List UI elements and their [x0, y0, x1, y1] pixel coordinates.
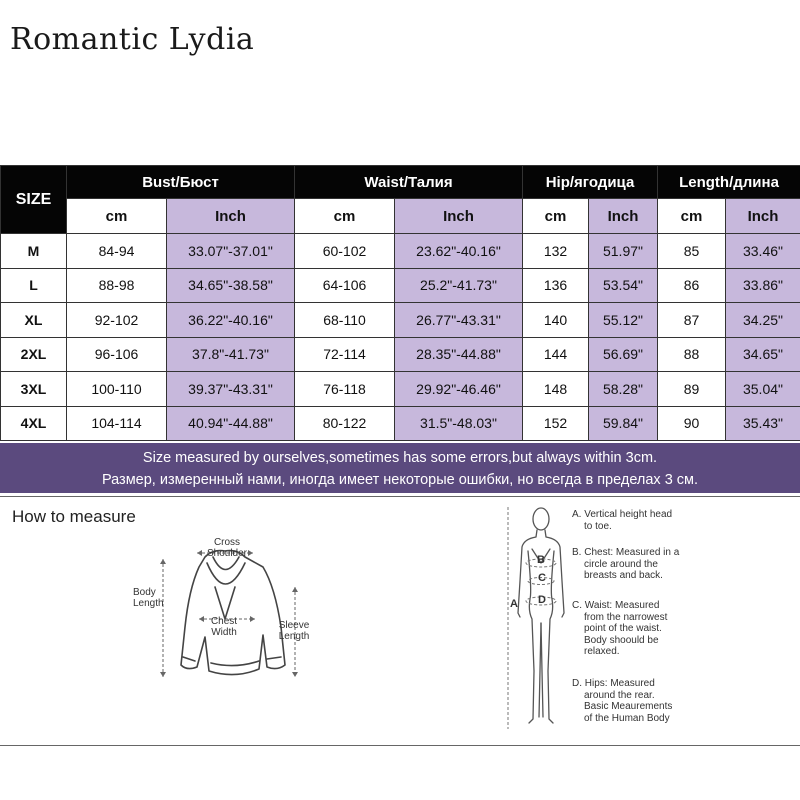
- bust-inch-cell: 39.37"-43.31": [167, 372, 295, 407]
- legend-a: [572, 509, 672, 532]
- length-inch-cell: 33.46": [726, 234, 800, 269]
- chest-width-label: [200, 616, 248, 638]
- size-cell: 2XL: [1, 337, 67, 372]
- length-inch-cell: 35.43": [726, 406, 800, 441]
- bust-inch-cell: 37.8"-41.73": [167, 337, 295, 372]
- waist-inch-cell: 23.62"-40.16": [395, 234, 523, 269]
- hip-inch-cell: 53.54": [589, 268, 658, 303]
- hip-inch-cell: 59.84": [589, 406, 658, 441]
- legend-b-line: circle around the: [584, 558, 658, 570]
- length-header: Length/длина: [658, 166, 800, 199]
- legend-a-line: A. Vertical height head: [572, 509, 673, 520]
- bust-inch-cell: 40.94"-44.88": [167, 406, 295, 441]
- body-letter-c: C: [538, 572, 546, 584]
- sleeve-length-line2: Length: [278, 631, 310, 642]
- table-row: [1, 234, 800, 269]
- table-row: [1, 303, 800, 338]
- hip-cm-header: cm: [523, 199, 589, 234]
- size-cell: M: [1, 234, 67, 269]
- length-cm-cell: 86: [658, 268, 726, 303]
- cross-shoulder-label: [197, 537, 257, 559]
- hip-cm-cell: 148: [523, 372, 589, 407]
- bust-cm-cell: 104-114: [67, 406, 167, 441]
- legend-c-line: relaxed.: [584, 646, 620, 657]
- legend-c-line: C. Waist: Measured: [572, 600, 660, 611]
- length-inch-header: Inch: [726, 199, 800, 234]
- size-cell: L: [1, 268, 67, 303]
- legend-c-line: Body shoould be: [584, 634, 659, 646]
- bust-cm-cell: 84-94: [67, 234, 167, 269]
- waist-cm-cell: 60-102: [295, 234, 395, 269]
- body-length-line2: Length: [133, 598, 164, 609]
- legend-c-line: from the narrowest: [584, 611, 668, 623]
- brand-logo: Romantic Lydia: [10, 22, 255, 57]
- hip-inch-header: Inch: [589, 199, 658, 234]
- legend-d: [572, 678, 672, 724]
- waist-inch-cell: 25.2"-41.73": [395, 268, 523, 303]
- hip-cm-cell: 132: [523, 234, 589, 269]
- waist-cm-cell: 80-122: [295, 406, 395, 441]
- note-english: Size measured by ourselves,sometimes has some errors,but always within 3cm.: [142, 450, 658, 466]
- length-inch-cell: 35.04": [726, 372, 800, 407]
- bust-header: Bust/Бюст: [67, 166, 295, 199]
- length-cm-header: cm: [658, 199, 726, 234]
- bust-inch-cell: 34.65"-38.58": [167, 268, 295, 303]
- legend-b-line: B. Chest: Measured in a: [572, 547, 680, 558]
- chest-width-line2: Width: [211, 627, 237, 638]
- chest-width-line1: Chest: [210, 616, 238, 627]
- bust-cm-cell: 100-110: [67, 372, 167, 407]
- table-row: [1, 268, 800, 303]
- bust-inch-header: Inch: [167, 199, 295, 234]
- waist-cm-cell: 64-106: [295, 268, 395, 303]
- length-inch-cell: 33.86": [726, 268, 800, 303]
- waist-cm-cell: 76-118: [295, 372, 395, 407]
- size-cell: 4XL: [1, 406, 67, 441]
- hip-cm-cell: 140: [523, 303, 589, 338]
- table-row: [1, 406, 800, 441]
- bust-cm-cell: 96-106: [67, 337, 167, 372]
- bust-inch-cell: 33.07"-37.01": [167, 234, 295, 269]
- waist-inch-cell: 29.92"-46.46": [395, 372, 523, 407]
- hip-inch-cell: 56.69": [589, 337, 658, 372]
- hip-cm-cell: 136: [523, 268, 589, 303]
- body-letter-d: D: [538, 594, 546, 606]
- size-header: SIZE: [1, 166, 67, 234]
- bust-cm-cell: 88-98: [67, 268, 167, 303]
- legend-d-line: around the rear.: [584, 689, 655, 701]
- hip-header: Hip/ягодица: [523, 166, 658, 199]
- bust-cm-cell: 92-102: [67, 303, 167, 338]
- legend-b: [572, 547, 679, 582]
- size-cell: 3XL: [1, 372, 67, 407]
- hip-cm-cell: 152: [523, 406, 589, 441]
- how-to-measure-title: How to measure: [12, 507, 136, 526]
- length-cm-cell: 90: [658, 406, 726, 441]
- legend-b-line: breasts and back.: [584, 570, 663, 581]
- body-letter-a: A: [510, 598, 518, 610]
- length-cm-cell: 85: [658, 234, 726, 269]
- sleeve-length-label: [272, 620, 316, 642]
- size-cell: XL: [1, 303, 67, 338]
- hip-inch-cell: 55.12": [589, 303, 658, 338]
- legend-d-line: of the Human Body: [584, 712, 670, 724]
- legend-a-line: to toe.: [584, 520, 612, 532]
- sleeve-length-line1: Sleeve: [278, 620, 310, 631]
- how-to-measure-panel: [0, 496, 800, 746]
- waist-header: Waist/Талия: [295, 166, 523, 199]
- body-letter-b: B: [537, 554, 545, 566]
- waist-cm-cell: 72-114: [295, 337, 395, 372]
- waist-cm-header: cm: [295, 199, 395, 234]
- bust-cm-header: cm: [67, 199, 167, 234]
- waist-inch-header: Inch: [395, 199, 523, 234]
- length-inch-cell: 34.65": [726, 337, 800, 372]
- legend-c: [572, 600, 667, 658]
- waist-cm-cell: 68-110: [295, 303, 395, 338]
- cross-shoulder-line1: Cross: [213, 537, 241, 548]
- waist-inch-cell: 26.77"-43.31": [395, 303, 523, 338]
- body-length-line1: Body: [133, 587, 156, 598]
- bust-inch-cell: 36.22"-40.16": [167, 303, 295, 338]
- note-russian: Размер, измеренный нами, иногда имеет некоторые ошибки, но всегда в пределах 3 см.: [101, 472, 699, 488]
- hip-inch-cell: 51.97": [589, 234, 658, 269]
- waist-inch-cell: 31.5"-48.03": [395, 406, 523, 441]
- hip-cm-cell: 144: [523, 337, 589, 372]
- length-cm-cell: 87: [658, 303, 726, 338]
- body-length-label: [133, 587, 173, 609]
- table-row: [1, 337, 800, 372]
- measurement-note-banner: [0, 443, 800, 493]
- legend-d-line: D. Hips: Measured: [572, 678, 655, 689]
- cross-shoulder-line2: Shoulder: [206, 548, 248, 559]
- legend-d-line: Basic Meaurements: [584, 701, 673, 712]
- body-figure-sketch: [498, 501, 578, 737]
- table-row: [1, 372, 800, 407]
- length-inch-cell: 34.25": [726, 303, 800, 338]
- waist-inch-cell: 28.35"-44.88": [395, 337, 523, 372]
- legend-c-line: point of the waist.: [584, 623, 662, 634]
- hip-inch-cell: 58.28": [589, 372, 658, 407]
- length-cm-cell: 88: [658, 337, 726, 372]
- size-chart-table: [0, 165, 800, 441]
- length-cm-cell: 89: [658, 372, 726, 407]
